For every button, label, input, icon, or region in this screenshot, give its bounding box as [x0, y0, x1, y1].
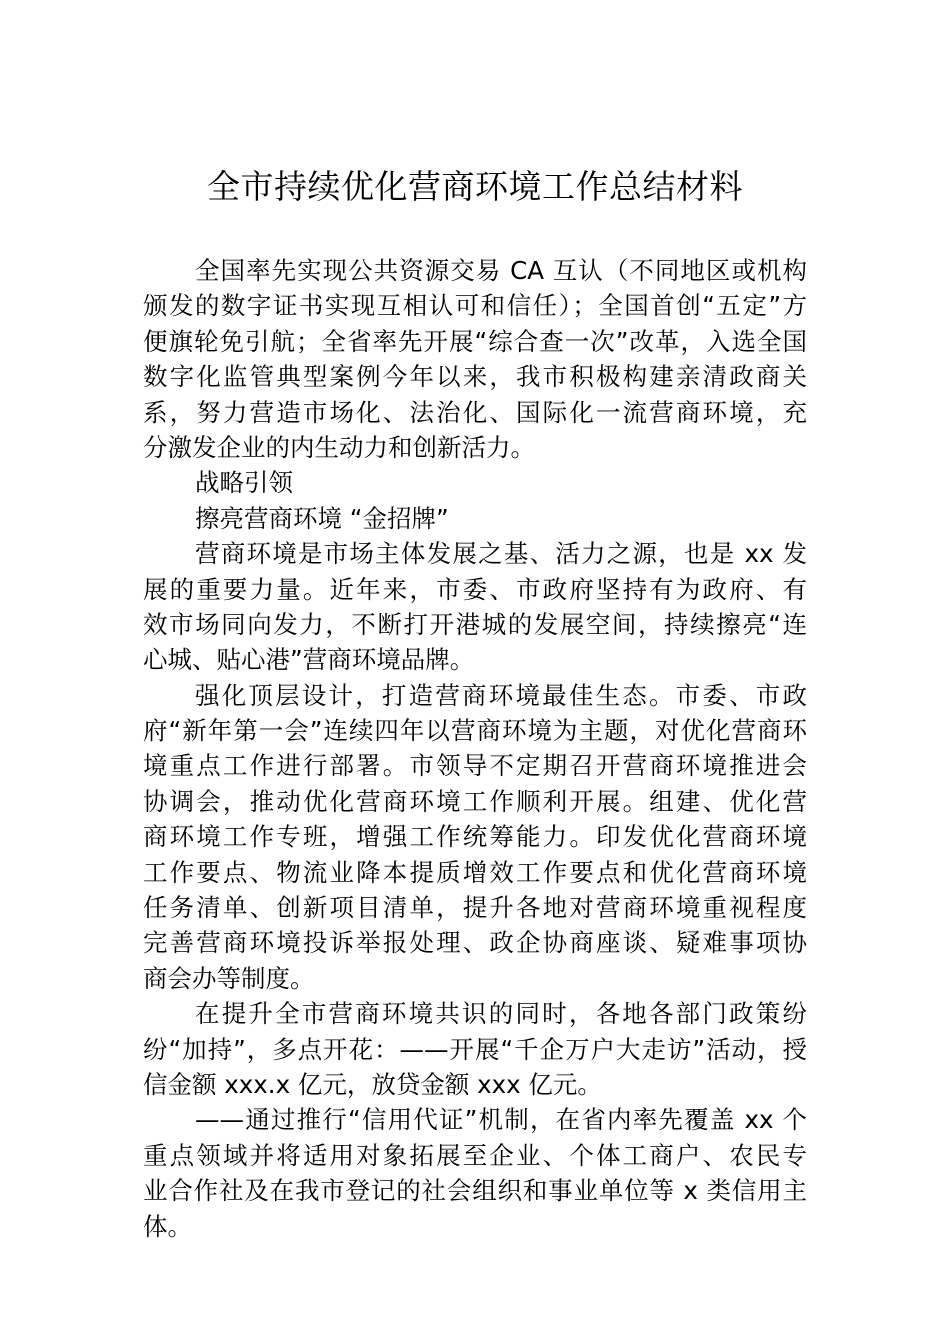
paragraph-first-line: 营商环境是市场主体发展之基、活力之源，也是 xx 发 [195, 539, 807, 569]
paragraph-line: 协调会，推动优化营商环境工作顺利开展。组建、优化营 [143, 786, 807, 816]
paragraph [143, 536, 807, 678]
paragraph-first-line: 战略引领 [195, 468, 293, 498]
paragraph [143, 1102, 807, 1244]
paragraph-line: 效市场同向发力，不断打开港城的发展空间，持续擦亮“连 [143, 609, 807, 639]
paragraph [143, 501, 807, 536]
paragraph-line: 心城、贴心港”营商环境品牌。 [143, 645, 475, 675]
paragraph-first-line: ——通过推行“信用代证”机制，在省内率先覆盖 xx 个 [195, 1105, 807, 1135]
paragraph-line: 信金额 xxx.x 亿元，放贷金额 xxx 亿元。 [143, 1069, 602, 1099]
paragraph-line: 境重点工作进行部署。市领导不定期召开营商环境推进会 [143, 751, 807, 781]
paragraph-line: 重点领域并将适用对象拓展至企业、个体工商户、农民专 [143, 1140, 807, 1170]
paragraph [143, 465, 807, 500]
paragraph-line: 纷“加持”，多点开花：——开展“千企万户大走访”活动，授 [143, 1034, 807, 1064]
paragraph-line: 分激发企业的内生动力和创新活力。 [143, 432, 535, 462]
document-title: 全市持续优化营商环境工作总结材料 [207, 167, 743, 206]
paragraph-line: 数字化监管典型案例今年以来，我市积极构建亲清政商关 [143, 362, 807, 392]
paragraph-line: 府“新年第一会”连续四年以营商环境为主题，对优化营商环 [143, 716, 807, 746]
paragraph-line: 展的重要力量。近年来，市委、市政府坚持有为政府、有 [143, 574, 807, 604]
paragraph-first-line: 全国率先实现公共资源交易 CA 互认（不同地区或机构 [195, 256, 807, 285]
paragraph-line: 业合作社及在我市登记的社会组织和事业单位等 x 类信用主 [143, 1176, 807, 1206]
paragraph [143, 996, 807, 1102]
paragraph-line: 商会办等制度。 [143, 963, 315, 993]
paragraph [143, 678, 807, 997]
paragraph-first-line: 在提升全市营商环境共识的同时，各地各部门政策纷 [195, 999, 807, 1029]
paragraph-line: 体。 [143, 1211, 192, 1241]
paragraph [143, 253, 807, 465]
paragraph-line: 任务清单、创新项目清单，提升各地对营商环境重视程度 [143, 893, 807, 923]
paragraph-line: 系，努力营造市场化、法治化、国际化一流营商环境，充 [143, 397, 807, 427]
paragraph-first-line: 强化顶层设计，打造营商环境最佳生态。市委、市政 [195, 680, 807, 710]
document-body [143, 253, 807, 1244]
paragraph-line: 完善营商环境投诉举报处理、政企协商座谈、疑难事项协 [143, 928, 807, 958]
paragraph-line: 工作要点、物流业降本提质增效工作要点和优化营商环境 [143, 857, 807, 887]
paragraph-line: 便旗轮免引航；全省率先开展“综合查一次”改革，入选全国 [143, 326, 807, 356]
paragraph-line: 商环境工作专班，增强工作统筹能力。印发优化营商环境 [143, 822, 807, 852]
paragraph-first-line: 擦亮营商环境 “金招牌” [195, 503, 449, 533]
paragraph-line: 颁发的数字证书实现互相认可和信任）；全国首创“五定”方 [143, 291, 807, 321]
